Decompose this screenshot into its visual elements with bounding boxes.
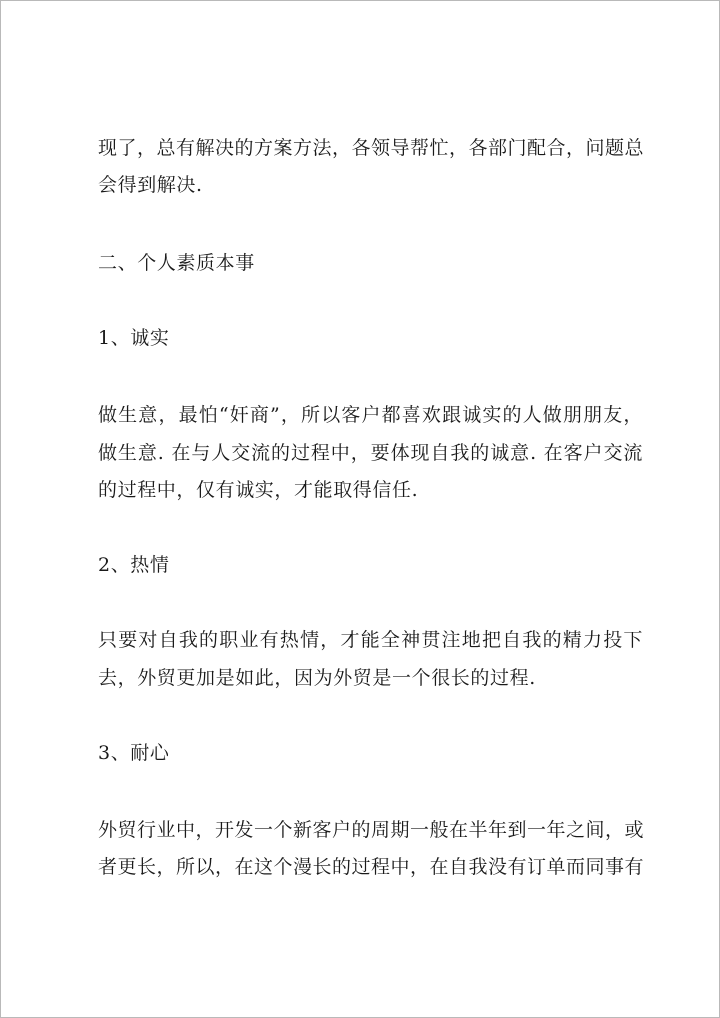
paragraph-line: 做生意，最怕“奸商”，所以客户都喜欢跟诚实的人做朋朋友，	[98, 404, 643, 426]
subsection-heading: 2、热情	[98, 554, 170, 576]
paragraph-line: 外贸行业中，开发一个新客户的周期一般在半年到一年之间，或	[98, 819, 645, 841]
paragraph-line: 现了，总有解决的方案方法，各领导帮忙，各部门配合，问题总	[98, 137, 645, 159]
section-heading: 二、个人素质本事	[98, 252, 255, 274]
paragraph-line: 去，外贸更加是如此，因为外贸是一个很长的过程.	[98, 667, 536, 689]
paragraph-line: 会得到解决.	[98, 174, 203, 196]
paragraph-line: 的过程中，仅有诚实，才能取得信任.	[98, 479, 419, 501]
subsection-heading: 1、诚实	[98, 327, 170, 349]
paragraph-line: 者更长，所以，在这个漫长的过程中，在自我没有订单而同事有	[98, 856, 645, 878]
subsection-heading: 3、耐心	[98, 742, 170, 764]
paragraph-line: 只要对自我的职业有热情，才能全神贯注地把自我的精力投下	[98, 629, 643, 651]
paragraph-line: 做生意. 在与人交流的过程中，要体现自我的诚意. 在客户交流	[98, 442, 643, 464]
